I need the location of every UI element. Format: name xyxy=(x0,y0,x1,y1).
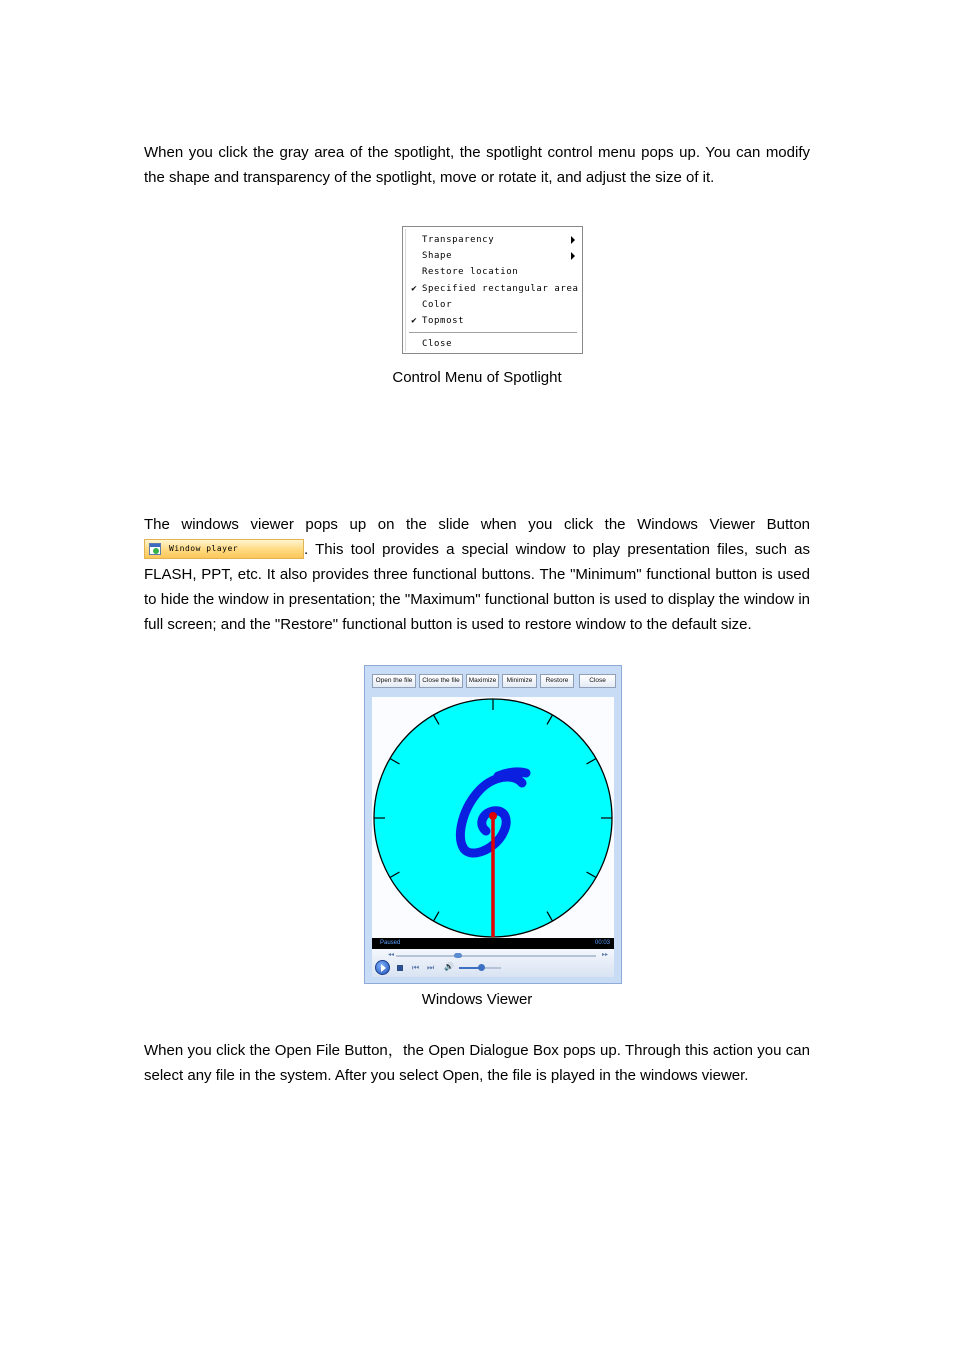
menu-item-label: Specified rectangular area xyxy=(422,284,579,294)
play-button[interactable] xyxy=(375,960,390,975)
clock-hand-pivot xyxy=(489,812,497,820)
menu-item-label: Color xyxy=(422,300,453,310)
windows-viewer xyxy=(364,665,622,984)
check-icon: ✔ xyxy=(411,284,417,294)
volume-slider[interactable] xyxy=(459,967,501,969)
check-icon: ✔ xyxy=(411,316,417,326)
maximize-button[interactable]: Maximize xyxy=(466,674,499,688)
window-player-icon xyxy=(149,543,161,555)
menu-item-label: Transparency xyxy=(422,235,495,245)
open-file-paragraph: When you click the Open File Button，the Open Dialogue Box pops up. Through this action you can select any file in the system. After you select Open, the file is played in the windows viewer. xyxy=(144,1042,810,1084)
viewer-toolbar xyxy=(372,674,616,688)
video-screen[interactable] xyxy=(372,697,614,942)
menu-item-color[interactable] xyxy=(406,297,580,313)
window-player-button[interactable] xyxy=(144,539,304,559)
menu-item-close[interactable] xyxy=(406,336,580,352)
clock-animation xyxy=(372,697,614,942)
close-button[interactable]: Close xyxy=(579,674,616,688)
open-file-button[interactable]: Open the file xyxy=(372,674,416,688)
menu-item-label: Topmost xyxy=(422,316,465,326)
seek-bar[interactable] xyxy=(396,955,596,957)
submenu-arrow-icon xyxy=(571,252,575,260)
menu-item-transparency[interactable] xyxy=(406,232,580,248)
seek-thumb[interactable] xyxy=(454,953,462,958)
viewer-intro-text: The windows viewer pops up on the slide when you click the Windows Viewer Button xyxy=(144,516,810,533)
menu-item-restore-location[interactable] xyxy=(406,264,580,280)
spotlight-control-menu xyxy=(402,226,583,354)
menu-item-specified-rectangular-area[interactable] xyxy=(406,281,580,297)
menu-separator xyxy=(409,332,577,333)
playback-status: Paused xyxy=(380,940,401,946)
close-file-button[interactable]: Close the file xyxy=(419,674,463,688)
spotlight-intro-paragraph: When you click the gray area of the spotlight, the spotlight control menu pops up. You can modify the shape and transparency of the spotlight, move or rotate it, and adjust the size of it. xyxy=(144,144,810,186)
player-controls xyxy=(372,949,614,977)
rewind-icon[interactable]: ◂◂ xyxy=(388,952,395,958)
restore-button[interactable]: Restore xyxy=(540,674,574,688)
fast-forward-icon[interactable]: ▸▸ xyxy=(601,952,608,958)
playback-time: 00:03 xyxy=(594,940,610,946)
previous-icon[interactable]: ⏮ xyxy=(412,963,420,972)
next-icon[interactable]: ⏭ xyxy=(427,963,435,972)
player-status-bar xyxy=(372,938,614,949)
menu-item-shape[interactable] xyxy=(406,248,580,264)
volume-icon[interactable]: 🔊 xyxy=(444,962,454,971)
submenu-arrow-icon xyxy=(571,236,575,244)
menu-item-label: Shape xyxy=(422,251,453,261)
viewer-intro-text-continued: . This tool provides a special window to play presentation files, such as FLASH, PPT, etc. It also provides three functional buttons. The "Minimum" functional button is used to hide the window in presentation; the "Maximum" functional button is used to display the window in full screen; and the "Restore" functional button is used to restore window to the default size. xyxy=(144,541,810,633)
volume-thumb[interactable] xyxy=(478,964,485,971)
menu-item-label: Restore location xyxy=(422,267,519,277)
spotlight-menu-caption: Control Menu of Spotlight xyxy=(392,369,562,386)
windows-viewer-caption: Windows Viewer xyxy=(421,991,533,1008)
window-player-label: Window player xyxy=(169,544,239,553)
minimize-button[interactable]: Minimize xyxy=(502,674,537,688)
menu-item-topmost[interactable] xyxy=(406,313,580,329)
viewer-intro-paragraph xyxy=(144,512,810,637)
menu-item-label: Close xyxy=(422,339,453,349)
stop-button[interactable] xyxy=(397,965,403,971)
